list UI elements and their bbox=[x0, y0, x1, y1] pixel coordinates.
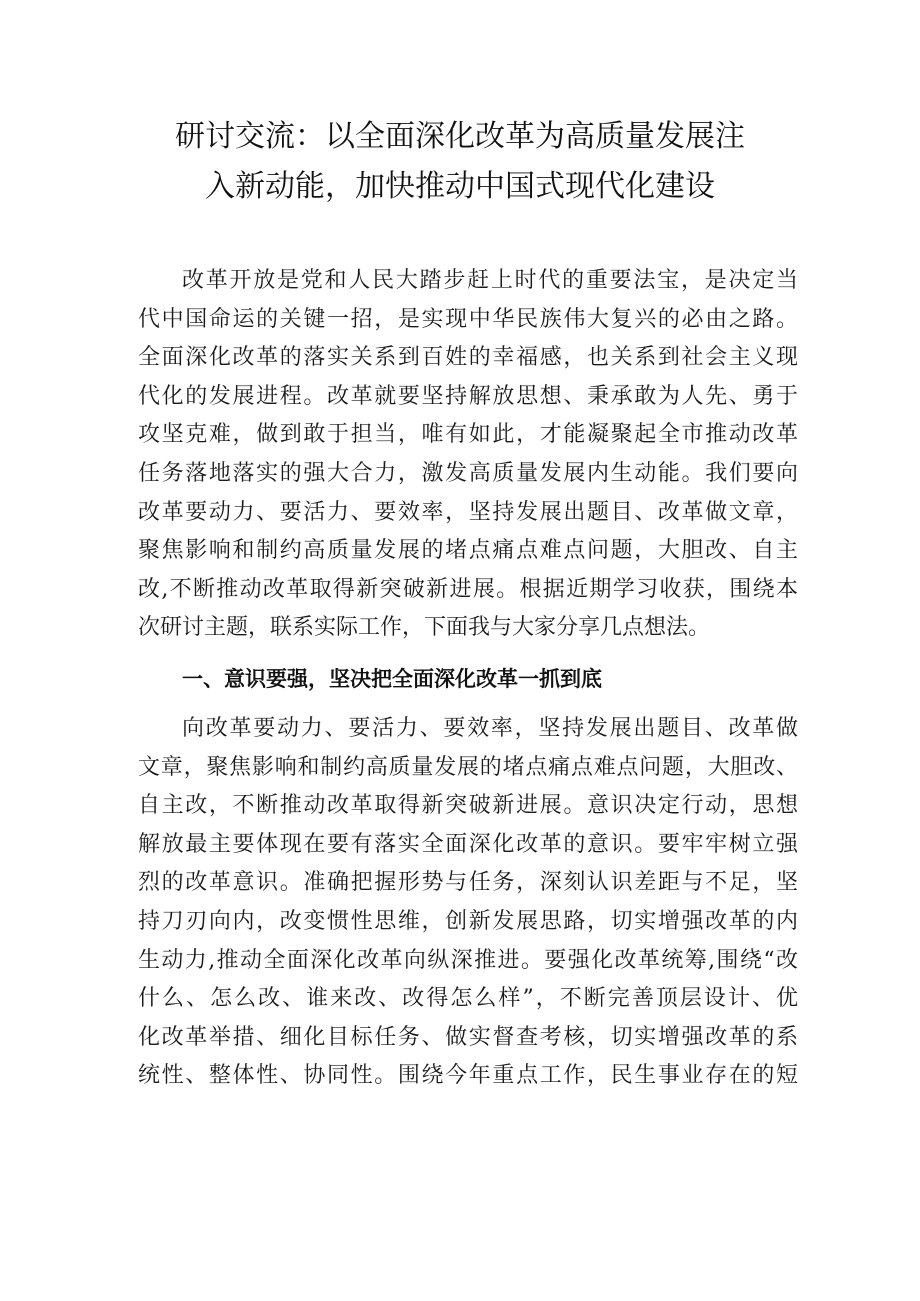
text-line: 聚焦影响和制约高质量发展的堵点痛点难点问题，大胆改、自主 bbox=[138, 538, 798, 564]
text-line: 改革开放是党和人民大踏步赶上时代的重要法宝，是决定当 bbox=[182, 268, 798, 293]
text-line: 烈的改革意识。准确把握形势与任务，深刻认识差距与不足，坚 bbox=[138, 870, 798, 896]
document-title bbox=[120, 112, 800, 212]
text-line: 解放最主要体现在要有落实全面深化改革的意识。要牢牢树立强 bbox=[138, 831, 798, 857]
text-line: 化改革举措、细化目标任务、做实督查考核，切实增强改革的系 bbox=[138, 1024, 798, 1050]
title-line: 入新动能，加快推动中国式现代化建设 bbox=[205, 169, 715, 204]
text-line: 任务落地落实的强大合力，激发高质量发展内生动能。我们要向 bbox=[138, 460, 798, 486]
text-line: 改,不断推动改革取得新突破新进展。根据近期学习收获，围绕本 bbox=[138, 576, 798, 602]
text-line: 代化的发展进程。改革就要坚持解放思想、秉承敢为人先、勇于 bbox=[138, 383, 798, 409]
text-line: 代中国命运的关键一招，是实现中华民族伟大复兴的必由之路。 bbox=[138, 306, 798, 332]
text-line: 什么、怎么改、谁来改、改得怎么样”，不断完善顶层设计、优 bbox=[138, 986, 798, 1012]
text-line: 持刀刃向内，改变惯性思维，创新发展思路，切实增强改革的内 bbox=[138, 908, 798, 934]
text-line: 自主改，不断推动改革取得新突破新进展。意识决定行动，思想 bbox=[138, 793, 798, 819]
text-line: 攻坚克难，做到敢于担当，唯有如此，才能凝聚起全市推动改革 bbox=[138, 422, 798, 448]
document-body bbox=[138, 262, 798, 1096]
text-line: 生动力,推动全面深化改革向纵深推进。要强化改革统筹,围绕“改 bbox=[138, 947, 798, 973]
text-line: 文章，聚焦影响和制约高质量发展的堵点痛点难点问题，大胆改、 bbox=[138, 754, 798, 780]
text-line: 向改革要动力、要活力、要效率，坚持发展出题目、改革做 bbox=[182, 715, 798, 741]
intro-paragraph bbox=[138, 262, 798, 648]
section-paragraph bbox=[138, 710, 798, 1096]
text-line: 次研讨主题，联系实际工作，下面我与大家分享几点想法。 bbox=[138, 615, 711, 641]
section-heading: 一、意识要强，坚决把全面深化改革一抓到底 bbox=[182, 666, 602, 691]
text-line: 全面深化改革的落实关系到百姓的幸福感，也关系到社会主义现 bbox=[138, 345, 798, 371]
text-line: 改革要动力、要活力、要效率，坚持发展出题目、改革做文章， bbox=[138, 499, 798, 525]
text-line: 统性、整体性、协同性。围绕今年重点工作，民生事业存在的短 bbox=[138, 1063, 798, 1089]
title-line: 研讨交流：以全面深化改革为高质量发展注 bbox=[175, 119, 745, 154]
